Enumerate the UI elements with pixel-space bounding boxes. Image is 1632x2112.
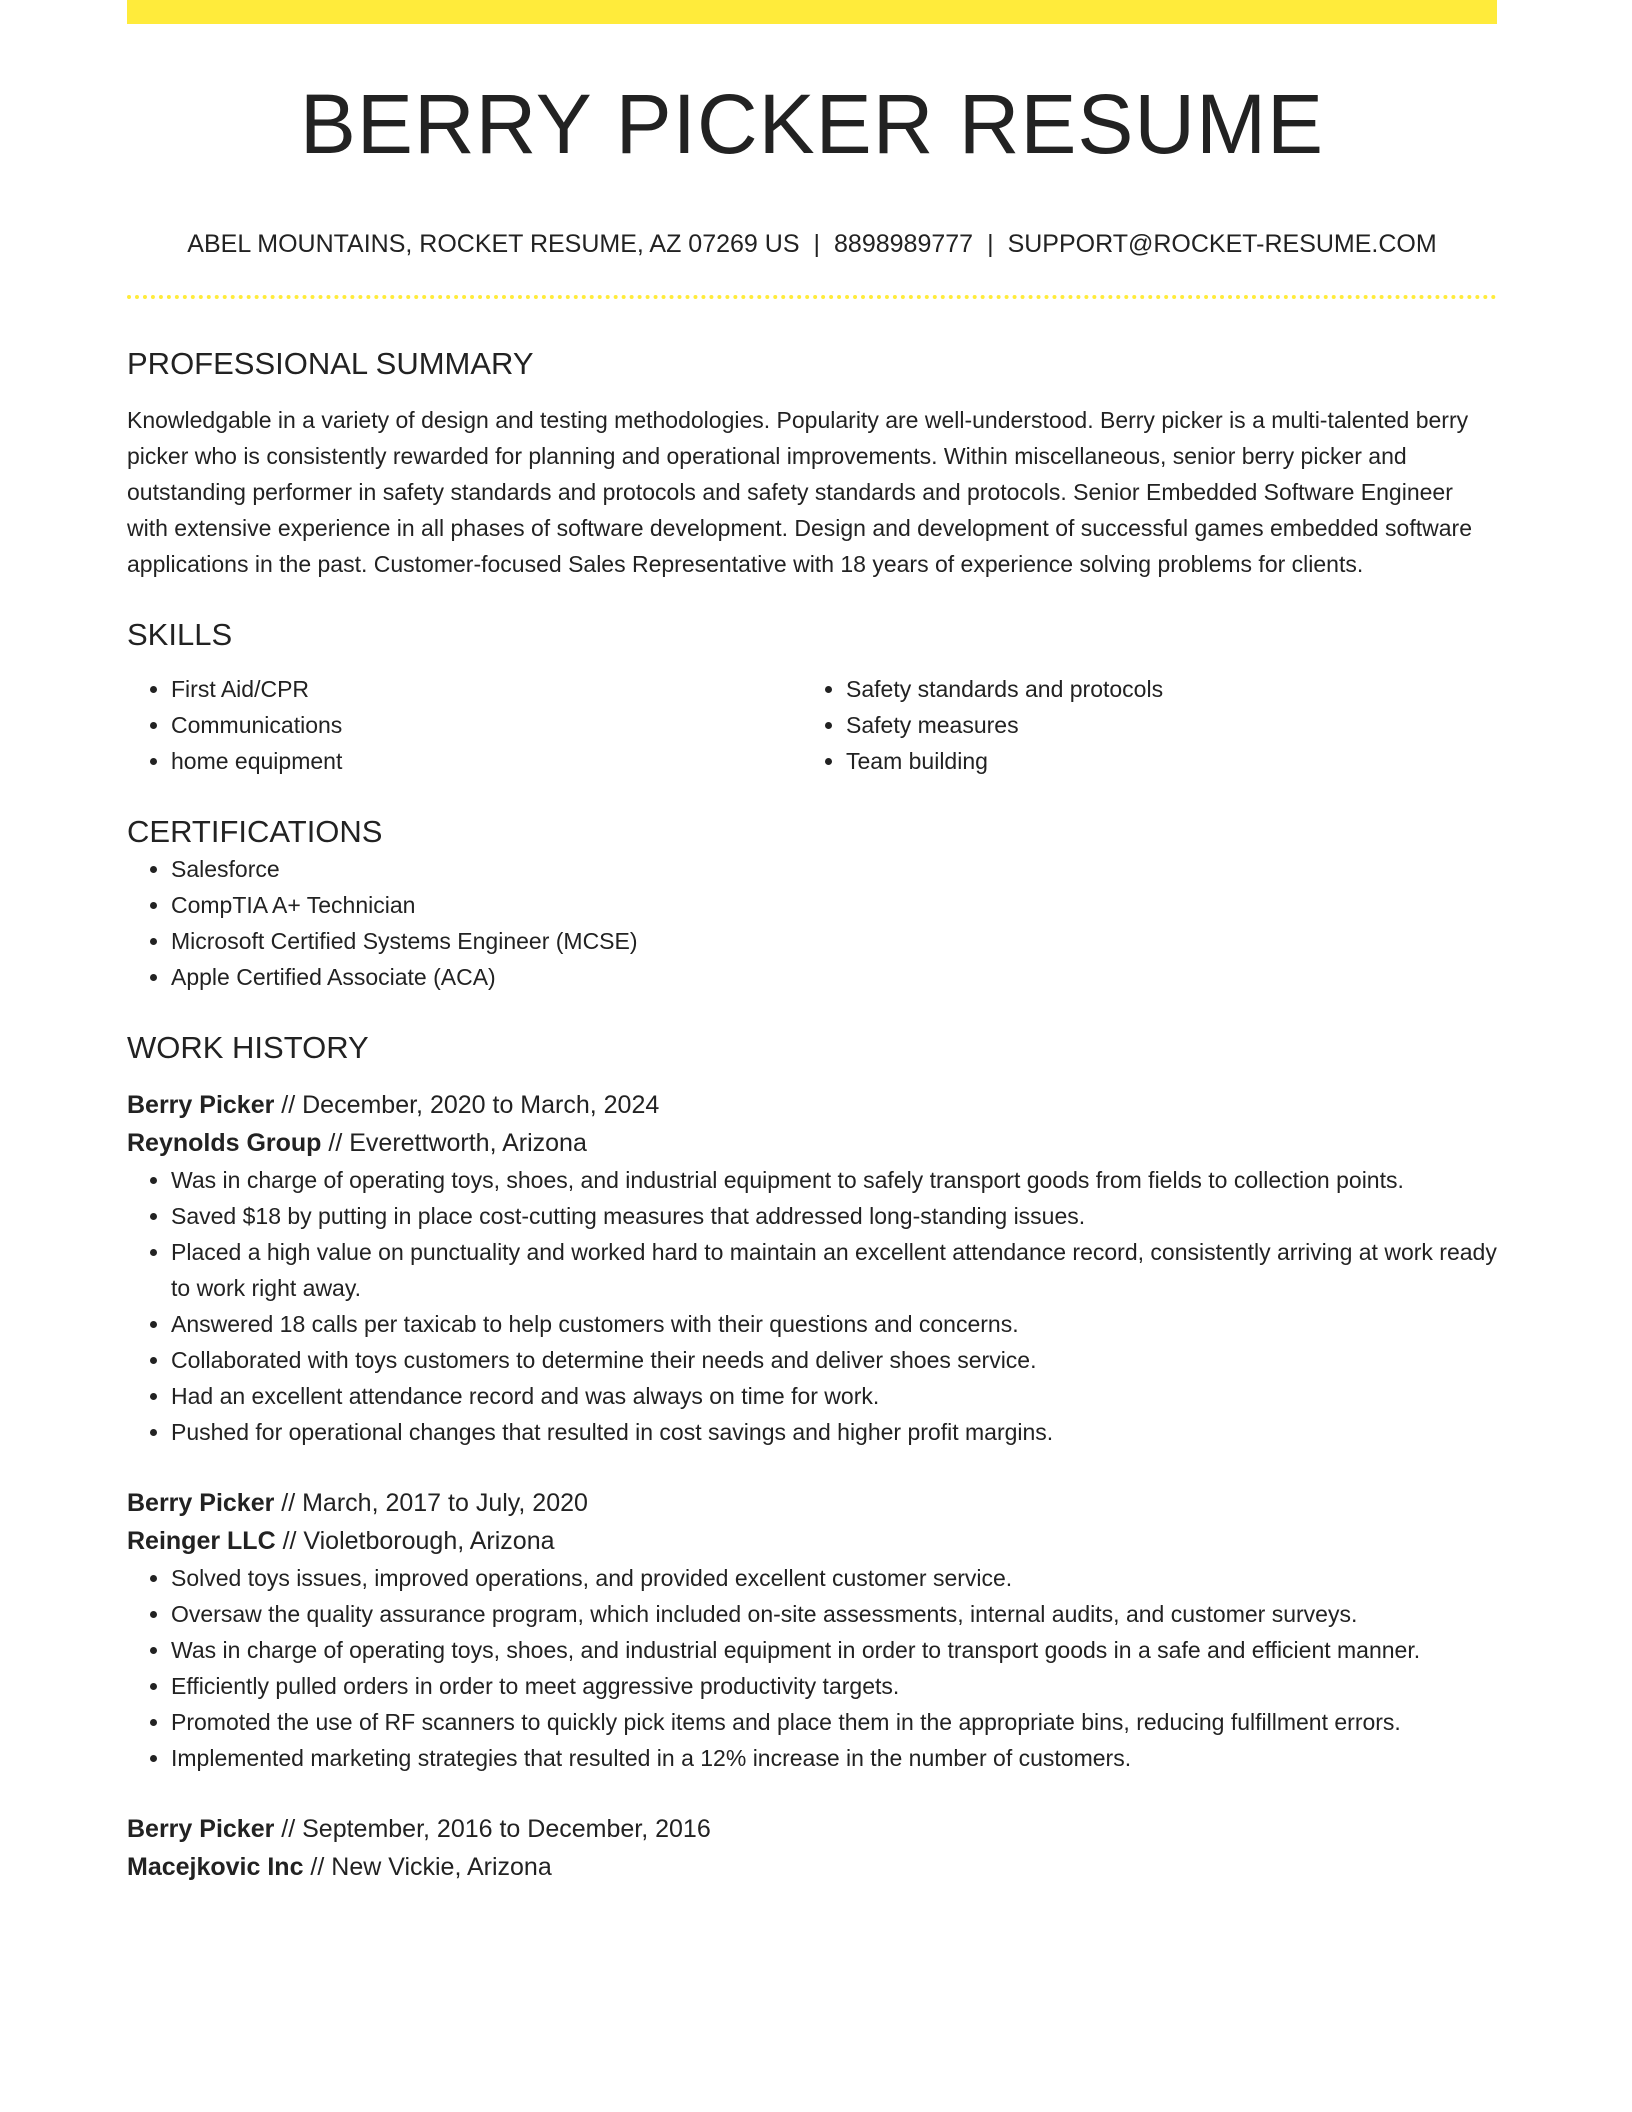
summary-heading: PROFESSIONAL SUMMARY [127,346,534,381]
job-dates: // December, 2020 to March, 2024 [274,1090,660,1119]
skill-item: • Safety standards and protocols [846,671,1477,707]
job-entry [127,1484,1497,1776]
skills-column-left [127,671,802,779]
job-company: Reynolds Group [127,1128,322,1157]
work-history-heading: WORK HISTORY [127,1029,369,1065]
job-bullet-list [127,1560,1497,1776]
job-title: Berry Picker [127,1090,275,1119]
skill-item: • Communications [171,707,802,743]
certifications-list [127,851,1497,995]
job-location: // Everettworth, Arizona [321,1128,587,1157]
resume-title: BERRY PICKER RESUME [299,77,1325,171]
job-bullet: • Was in charge of operating toys, shoes, and industrial equipment to safely transport goods from fields to collection points. [171,1162,1497,1198]
summary-text: Knowledgable in a variety of design and testing methodologies. Popularity are well-understood. Berry picker is a multi-talented berry picker who is consistently rewarded for planning and operational improvements. Within miscellaneous, senior berry picker and outstanding performer in safety standards and protocols and safety standards and protocols. Senior Embedded Software Engineer with extensive experience in all phases of software development. Design and development of successful games embedded software applications in the past. Customer-focused Sales Representative with 18 years of experience solving problems for clients. [127,407,1472,578]
skills-list-left [127,671,802,779]
job-bullet: • Placed a high value on punctuality and worked hard to maintain an excellent attendance record, consistently arriving at work ready to work right away. [171,1234,1497,1306]
top-accent-bar [127,0,1497,24]
job-title-line [127,1484,1497,1522]
job-bullet: • Promoted the use of RF scanners to quickly pick items and place them in the appropriate bins, reducing fulfillment errors. [171,1704,1497,1740]
certification-item: • Salesforce [171,851,1497,887]
certifications-heading: CERTIFICATIONS [127,814,383,850]
job-title: Berry Picker [127,1814,275,1843]
job-bullet: • Pushed for operational changes that resulted in cost savings and higher profit margins. [171,1414,1497,1450]
certification-item: • CompTIA A+ Technician [171,887,1497,923]
contact-phone[interactable]: 8898989777 [834,230,974,258]
skill-item: • home equipment [171,743,802,779]
job-location: // New Vickie, Arizona [303,1852,552,1881]
job-bullet: • Oversaw the quality assurance program, which included on-site assessments, internal audits, and customer surveys. [171,1596,1497,1632]
resume-page [127,0,1497,1886]
certification-item: • Apple Certified Associate (ACA) [171,959,1497,995]
job-location: // Violetborough, Arizona [275,1526,555,1555]
job-bullet: • Saved $18 by putting in place cost-cutting measures that addressed long-standing issues. [171,1198,1497,1234]
job-company-line [127,1522,1497,1560]
skill-item: • Safety measures [846,707,1477,743]
contact-line [127,230,1497,259]
contact-separator: | [813,230,821,258]
job-company: Macejkovic Inc [127,1852,304,1881]
skill-item: • First Aid/CPR [171,671,802,707]
job-entry [127,1086,1497,1450]
contact-address: ABEL MOUNTAINS, ROCKET RESUME, AZ 07269 US [187,230,800,258]
job-bullet: • Had an excellent attendance record and was always on time for work. [171,1378,1497,1414]
job-title-line [127,1086,1497,1124]
job-bullet: • Efficiently pulled orders in order to meet aggressive productivity targets. [171,1668,1497,1704]
skill-item: • Team building [846,743,1477,779]
certification-item: • Microsoft Certified Systems Engineer (MCSE) [171,923,1497,959]
job-bullet: • Was in charge of operating toys, shoes, and industrial equipment in order to transport goods in a safe and efficient manner. [171,1632,1497,1668]
job-bullet: • Solved toys issues, improved operations, and provided excellent customer service. [171,1560,1497,1596]
job-bullet: • Collaborated with toys customers to determine their needs and deliver shoes service. [171,1342,1497,1378]
job-title: Berry Picker [127,1488,275,1517]
job-entry [127,1810,1497,1886]
job-dates: // March, 2017 to July, 2020 [274,1488,588,1517]
skills-grid [127,671,1497,779]
contact-separator: | [987,230,994,258]
job-bullet-list [127,1162,1497,1450]
job-company: Reinger LLC [127,1526,276,1555]
job-company-line [127,1848,1497,1886]
skills-heading: SKILLS [127,617,233,653]
skills-column-right [802,671,1477,779]
job-bullet: • Answered 18 calls per taxicab to help customers with their questions and concerns. [171,1306,1497,1342]
job-dates: // September, 2016 to December, 2016 [274,1814,711,1843]
job-bullet: • Implemented marketing strategies that resulted in a 12% increase in the number of customers. [171,1740,1497,1776]
job-company-line [127,1124,1497,1162]
contact-email[interactable]: SUPPORT@ROCKET-RESUME.COM [1007,230,1437,258]
dotted-divider [127,295,1497,299]
skills-list-right [802,671,1477,779]
job-title-line [127,1810,1497,1848]
